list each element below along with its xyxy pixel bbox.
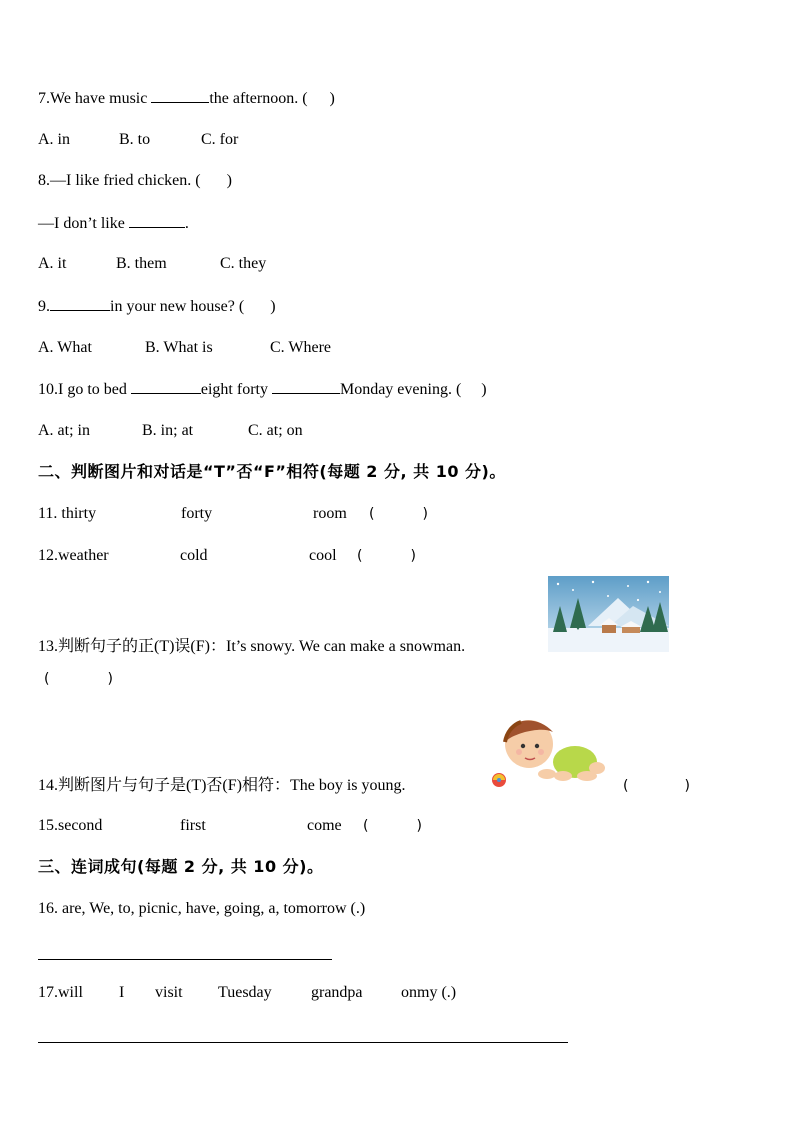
question-11: [38, 504, 428, 524]
q7-option-a[interactable]: A. in: [38, 131, 70, 148]
q7-blank[interactable]: [151, 88, 209, 103]
question-13: 13.判断句子的正(T)误(F)：It’s snowy. We can make a snowman.: [38, 638, 466, 655]
question-10: [38, 379, 487, 400]
q10-options: [38, 421, 303, 441]
q8-line2: [38, 213, 189, 234]
q10-option-a[interactable]: A. at; in: [38, 422, 90, 439]
q8-options: [38, 254, 266, 274]
snowy-scene-image: [548, 576, 669, 652]
q15-word-1: 15.second: [38, 817, 103, 834]
section-2-heading: 二、判断图片和对话是“T”否“F”相符(每题 2 分, 共 10 分)。: [38, 462, 506, 481]
q10-option-b[interactable]: B. in; at: [142, 422, 194, 439]
crawling-boy-image: [485, 710, 607, 794]
q11-word-2: forty: [181, 505, 213, 522]
question-14: 14.判断图片与句子是(T)否(F)相符：The boy is young.: [38, 777, 406, 794]
q7-text-after: the afternoon. (: [209, 90, 308, 107]
q14-open-paren: (: [623, 778, 629, 794]
q8-option-a[interactable]: A. it: [38, 255, 67, 272]
q15-open-paren: (: [363, 818, 369, 834]
q10-text-before: 10.I go to bed: [38, 381, 131, 398]
q8-line1: 8.—I like fried chicken. (: [38, 172, 201, 189]
q7-option-b[interactable]: B. to: [119, 131, 151, 148]
q15-close-paren: ): [416, 818, 422, 834]
q17-word-1: 17.will: [38, 984, 83, 1001]
q8-option-c[interactable]: C. they: [220, 255, 267, 272]
q11-word-1: 11. thirty: [38, 505, 97, 522]
q17-word-6: onmy (.): [401, 984, 457, 1001]
q8-line2-after: .: [184, 215, 189, 232]
q9-text-before: 9.: [38, 298, 50, 315]
q10-blank-1[interactable]: [131, 379, 201, 394]
q17-word-4: Tuesday: [218, 984, 272, 1001]
q8-line2-before: —I don’t like: [38, 215, 129, 232]
q12-close-paren: ): [410, 548, 416, 564]
question-9: [38, 296, 276, 317]
q8-blank[interactable]: [129, 213, 185, 228]
q12-open-paren: (: [357, 548, 363, 564]
q17-word-5: grandpa: [311, 984, 363, 1001]
q9-close-paren: ): [270, 298, 276, 315]
q10-close-paren: ): [481, 381, 487, 398]
q7-text-before: 7.We have music: [38, 90, 152, 107]
section-3-heading: 三、连词成句(每题 2 分, 共 10 分)。: [38, 857, 324, 876]
q13-close-paren: ): [107, 671, 113, 687]
q17-word-2: I: [119, 984, 125, 1001]
q17-word-3: visit: [155, 984, 183, 1001]
question-7: [38, 88, 335, 109]
q12-word-2: cold: [180, 547, 208, 564]
question-16: 16. are, We, to, picnic, have, going, a, tomorrow (.): [38, 900, 366, 917]
q17-answer-line[interactable]: [38, 1042, 568, 1043]
q10-text-mid: eight forty: [200, 381, 272, 398]
q9-options: [38, 338, 331, 358]
q8-option-b[interactable]: B. them: [116, 255, 167, 272]
q10-blank-2[interactable]: [272, 379, 340, 394]
q10-text-after: Monday evening. (: [339, 381, 462, 398]
q16-answer-line[interactable]: [38, 959, 332, 960]
question-8: [38, 171, 232, 191]
q9-option-a[interactable]: A. What: [38, 339, 92, 356]
question-15: [38, 816, 422, 836]
q9-option-c[interactable]: C. Where: [270, 339, 332, 356]
q9-blank[interactable]: [50, 296, 110, 311]
q7-option-c[interactable]: C. for: [201, 131, 239, 148]
q14-answer: [623, 776, 690, 796]
q12-word-3: cool: [309, 547, 337, 564]
q14-close-paren: ): [684, 778, 690, 794]
q9-option-b[interactable]: B. What is: [145, 339, 213, 356]
q11-open-paren: (: [369, 506, 375, 522]
q13-open-paren: (: [44, 671, 50, 687]
q15-word-2: first: [180, 817, 206, 834]
q9-text-after: in your new house? (: [110, 298, 245, 315]
q7-close-paren: ): [329, 90, 335, 107]
q12-word-1: 12.weather: [38, 547, 109, 564]
q8-close-paren: ): [226, 172, 232, 189]
question-17: [38, 983, 456, 1003]
q10-option-c[interactable]: C. at; on: [248, 422, 303, 439]
question-12: [38, 546, 416, 566]
q13-answer: [44, 669, 113, 689]
q11-word-3: room: [313, 505, 347, 522]
q11-close-paren: ): [422, 506, 428, 522]
q15-word-3: come: [307, 817, 342, 834]
q7-options: [38, 130, 238, 150]
